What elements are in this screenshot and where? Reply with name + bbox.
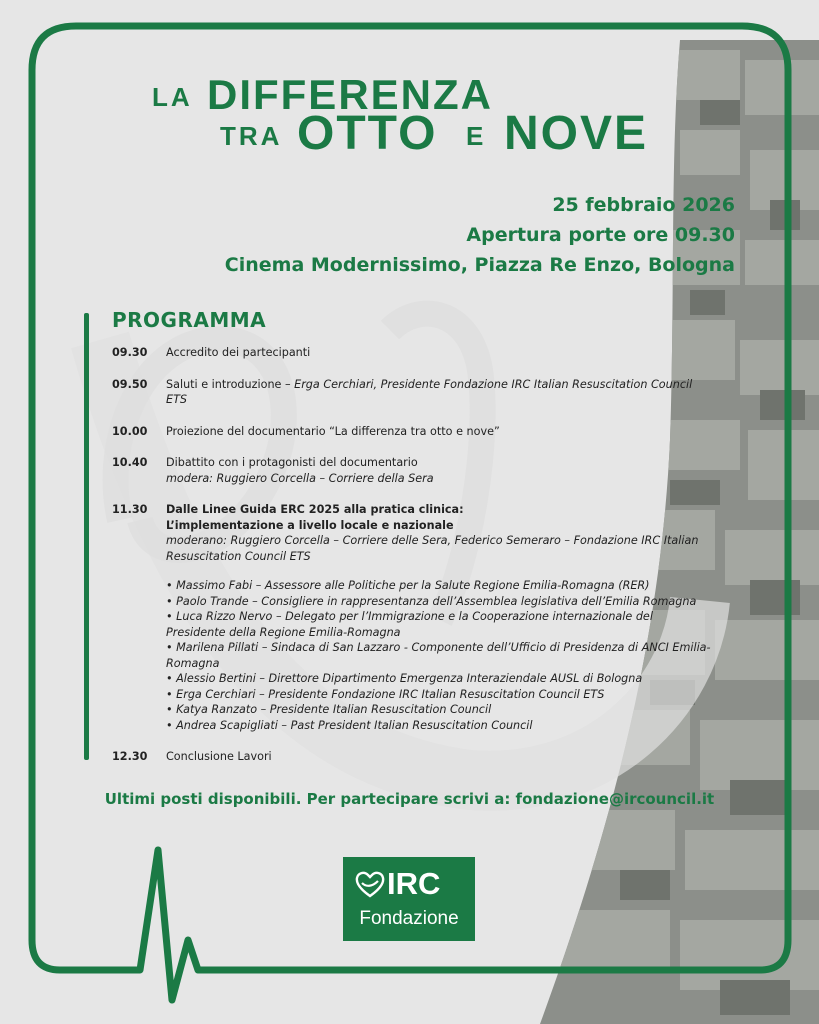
participant: • Marilena Pillati – Sindaca di San Lazzaro - Componente dell’Ufficio di Presidenza di ANCI Emilia-Romagna bbox=[166, 641, 711, 670]
program-text: Accredito dei partecipanti bbox=[166, 346, 311, 359]
title-la: LA bbox=[152, 82, 193, 112]
program-time: 10.40 bbox=[112, 456, 148, 469]
program-item bbox=[112, 749, 712, 765]
participant: • Alessio Bertini – Direttore Dipartimento Emergenza Interaziendale AUSL di Bologna bbox=[166, 672, 643, 685]
program-time: 11.30 bbox=[112, 503, 148, 516]
title-tra: TRA bbox=[220, 121, 283, 151]
registration-message: Ultimi posti disponibili. Per partecipare scrivi a: fondazione@ircouncil.it bbox=[104, 790, 715, 808]
program-speaker: Erga Cerchiari, Presidente Fondazione IRC Italian Resuscitation Council ETS bbox=[166, 377, 693, 406]
event-date: 25 febbraio 2026 bbox=[552, 194, 735, 216]
participant: • Luca Rizzo Nervo – Delegato per l’Immigrazione e la Cooperazione internazionale del Presidente della Regione Emilia-Romagna bbox=[166, 610, 653, 639]
heart-hand-icon bbox=[354, 869, 386, 899]
participant: • Katya Ranzato – Presidente Italian Resuscitation Council bbox=[166, 703, 492, 716]
program-item bbox=[112, 455, 712, 486]
participant: • Erga Cerchiari – Presidente Fondazione IRC Italian Resuscitation Council ETS bbox=[166, 687, 605, 701]
program-item bbox=[112, 502, 712, 733]
participant: • Paolo Trande – Consigliere in rappresentanza dell’Assemblea legislativa dell’Emilia Romagna bbox=[166, 594, 697, 608]
program-text: Proiezione del documentario “La differenza tra otto e nove” bbox=[166, 424, 500, 438]
program-session-title: Dalle Linee Guida ERC 2025 alla pratica clinica: bbox=[166, 503, 464, 516]
participant: • Andrea Scapigliati – Past President Italian Resuscitation Council bbox=[166, 718, 533, 732]
title-differenza: DIFFERENZA bbox=[207, 71, 493, 118]
logo-name: IRC bbox=[387, 866, 441, 901]
program-moderator: modera: Ruggiero Corcella – Corriere della Sera bbox=[166, 471, 434, 485]
logo-subtitle: Fondazione bbox=[359, 908, 459, 929]
program-time: 09.30 bbox=[112, 346, 148, 359]
title-e: E bbox=[466, 121, 487, 151]
program-list bbox=[112, 345, 712, 781]
title-nove: NOVE bbox=[504, 107, 649, 160]
event-venue: Cinema Modernissimo, Piazza Re Enzo, Bologna bbox=[224, 254, 735, 276]
program-text: Conclusione Lavori bbox=[166, 750, 272, 763]
program-item bbox=[112, 345, 712, 361]
program-time: 12.30 bbox=[112, 750, 148, 763]
irc-logo bbox=[343, 857, 475, 941]
program-accent-bar bbox=[84, 313, 89, 760]
program-text: Saluti e introduzione – bbox=[166, 377, 295, 391]
program-heading: PROGRAMMA bbox=[112, 308, 267, 332]
program-moderators: moderano: Ruggiero Corcella – Corriere delle Sera, Federico Semeraro – Fondazione IRC Italian Resuscitation Council ETS bbox=[166, 534, 699, 563]
event-info bbox=[225, 190, 735, 280]
event-doors: Apertura porte ore 09.30 bbox=[466, 224, 735, 246]
participant: • Massimo Fabi – Assessore alle Politiche per la Salute Regione Emilia-Romagna (RER) bbox=[166, 579, 650, 592]
program-time: 10.00 bbox=[112, 424, 148, 438]
title-otto: OTTO bbox=[297, 107, 438, 160]
program-session-subtitle: L’implementazione a livello locale e nazionale bbox=[166, 518, 454, 532]
program-item bbox=[112, 424, 712, 440]
program-item bbox=[112, 377, 712, 408]
program-text: Dibattito con i protagonisti del documentario bbox=[166, 456, 418, 469]
event-title bbox=[0, 0, 819, 170]
program-time: 09.50 bbox=[112, 377, 148, 391]
participants-list bbox=[166, 578, 711, 733]
